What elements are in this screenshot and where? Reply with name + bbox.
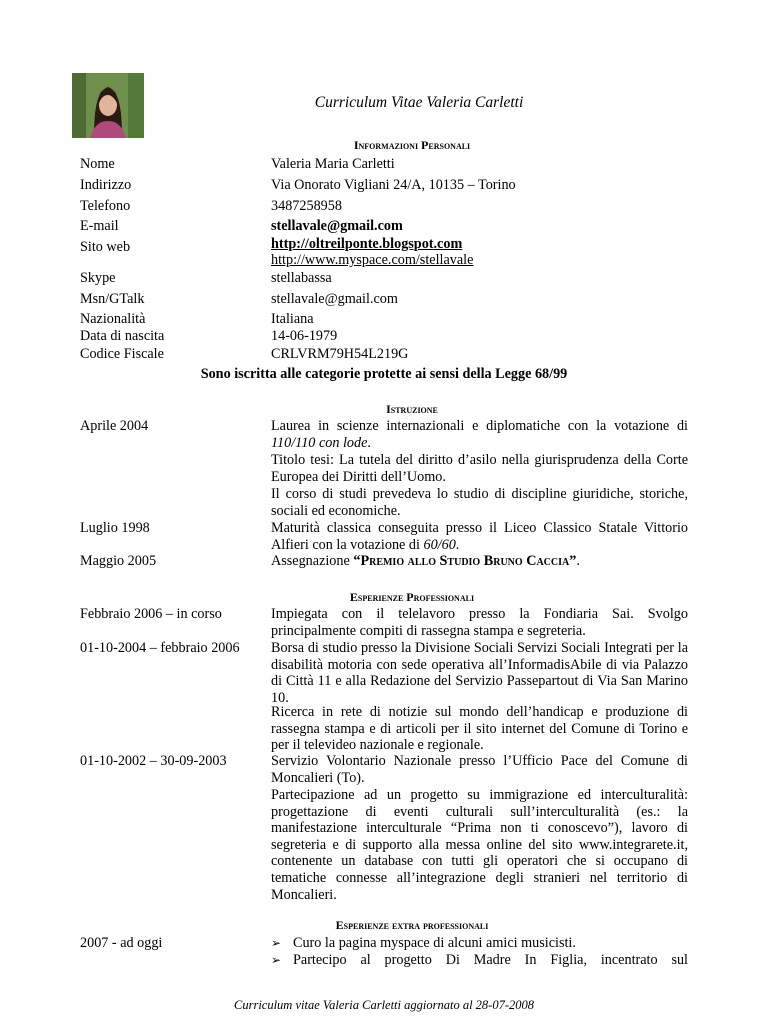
arrow-bullet-icon: ➢	[271, 936, 282, 950]
protected-category-notice: Sono iscritta alle categorie protette ai sensi della Legge 68/99	[200, 366, 568, 382]
msn-label: Msn/GTalk	[80, 291, 145, 307]
arrow-bullet-icon: ➢	[271, 953, 282, 967]
award-name: “Premio allo Studio Bruno Caccia”	[353, 553, 577, 569]
document-title: Curriculum Vitae Valeria Carletti	[314, 94, 524, 111]
job-entry-3: Servizio Volontario Nazionale presso l’Ufficio Pace del Comune di Moncalieri (To).	[271, 753, 688, 786]
msn-value: stellavale@gmail.com	[271, 291, 398, 307]
section-heading-education: Istruzione	[386, 402, 438, 416]
education-entry-3: Assegnazione “Premio allo Studio Bruno Caccia”.	[271, 553, 580, 569]
phone-label: Telefono	[80, 198, 131, 214]
education-entry-1: Laurea in scienze internazionali e diplomatiche con la votazione di 110/110 con lode.	[271, 418, 688, 451]
education-degree-text: Laurea in scienze internazionali e diplomatiche con la votazione di	[271, 418, 688, 434]
education-date-3: Maggio 2005	[80, 553, 157, 569]
job-entry-1: Impiegata con il telelavoro presso la Fondiaria Sai. Svolgo principalmente compiti di rassegna stampa e segreteria.	[271, 606, 688, 639]
website-link-myspace[interactable]: http://www.myspace.com/stellavale	[271, 252, 474, 268]
skype-value: stellabassa	[271, 270, 332, 286]
website-link-blog[interactable]: http://oltreilponte.blogspot.com	[271, 236, 463, 252]
award-text: Assegnazione	[271, 553, 350, 569]
job-date-3: 01-10-2002 – 30-09-2003	[80, 753, 227, 769]
job-entry-2-details: Ricerca in rete di notizie sul mondo dell’handicap e produzione di rassegna stampa e di articoli per il sito internet del Comune di Torino e per il televideo nazionale e regionale.	[271, 704, 688, 754]
education-entry-2: Maturità classica conseguita presso il Liceo Classico Statale Vittorio Alfieri con la votazione di 60/60.	[271, 520, 688, 553]
extra-bullet-1	[271, 935, 688, 952]
extra-bullet-2-text: Partecipo al progetto Di Madre In Figlia, incentrato sul	[293, 952, 688, 968]
education-date-2: Luglio 1998	[80, 520, 150, 536]
skype-label: Skype	[80, 270, 116, 286]
section-heading-extra: Esperienze extra professionali	[335, 918, 489, 932]
job-entry-3-details: Partecipazione ad un progetto su immigrazione ed interculturalità: progettazione di eventi culturali sull’interculturalità (es.: la manifestazione interculturale “Prima non ti conoscevo”), lavoro di segreteria e di supporto alla messa online del sito www.integrarete.it, contenente un database con tutti gli operatori che si occupano di tematiche connesse all’integrazione degli stranieri nel territorio di Moncalieri.	[271, 787, 688, 903]
extra-bullet-2	[271, 952, 688, 969]
section-heading-personal: Informazioni Personali	[353, 138, 471, 152]
job-date-1: Febbraio 2006 – in corso	[80, 606, 222, 622]
fiscal-code-value: CRLVRM79H54L219G	[271, 346, 409, 362]
email-value[interactable]: stellavale@gmail.com	[271, 218, 403, 234]
name-value: Valeria Maria Carletti	[271, 156, 395, 172]
education-thesis: Titolo tesi: La tutela del diritto d’asilo nella giurisprudenza della Corte Europea dei Diritti dell’Uomo.	[271, 452, 688, 485]
nationality-label: Nazionalità	[80, 311, 146, 327]
fiscal-code-label: Codice Fiscale	[80, 346, 164, 362]
education-course: Il corso di studi prevedeva lo studio di discipline giuridiche, storiche, sociali ed economiche.	[271, 486, 688, 519]
education-diploma-grade: 60/60	[423, 536, 456, 553]
phone-value: 3487258958	[271, 198, 342, 214]
education-date-1: Aprile 2004	[80, 418, 149, 434]
page-footer: Curriculum vitae Valeria Carletti aggiornato al 28-07-2008	[234, 998, 534, 1012]
birthdate-label: Data di nascita	[80, 328, 165, 344]
extra-date-1: 2007 - ad oggi	[80, 935, 163, 951]
nationality-value: Italiana	[271, 311, 314, 327]
name-label: Nome	[80, 156, 115, 172]
education-degree-grade: 110/110 con lode	[271, 434, 368, 451]
education-diploma-text: Maturità classica conseguita presso il Liceo Classico Statale Vittorio Alfieri con la votazione di	[271, 520, 688, 553]
birthdate-value: 14-06-1979	[271, 328, 338, 344]
website-label: Sito web	[80, 239, 131, 255]
job-entry-2: Borsa di studio presso la Divisione Sociali Servizi Sociali Integrati per la disabilità motoria con sede operativa all’InformadisAbile di via Palazzo di Città 11 e alla Redazione del Servizio Passepartout di Via San Marino 10.	[271, 640, 688, 706]
job-date-2: 01-10-2004 – febbraio 2006	[80, 640, 240, 656]
address-value: Via Onorato Vigliani 24/A, 10135 – Torino	[271, 177, 516, 193]
address-label: Indirizzo	[80, 177, 132, 193]
section-heading-professional: Esperienze Professionali	[349, 590, 475, 604]
email-label: E-mail	[80, 218, 119, 234]
extra-bullet-1-text: Curo la pagina myspace di alcuni amici musicisti.	[293, 935, 576, 951]
